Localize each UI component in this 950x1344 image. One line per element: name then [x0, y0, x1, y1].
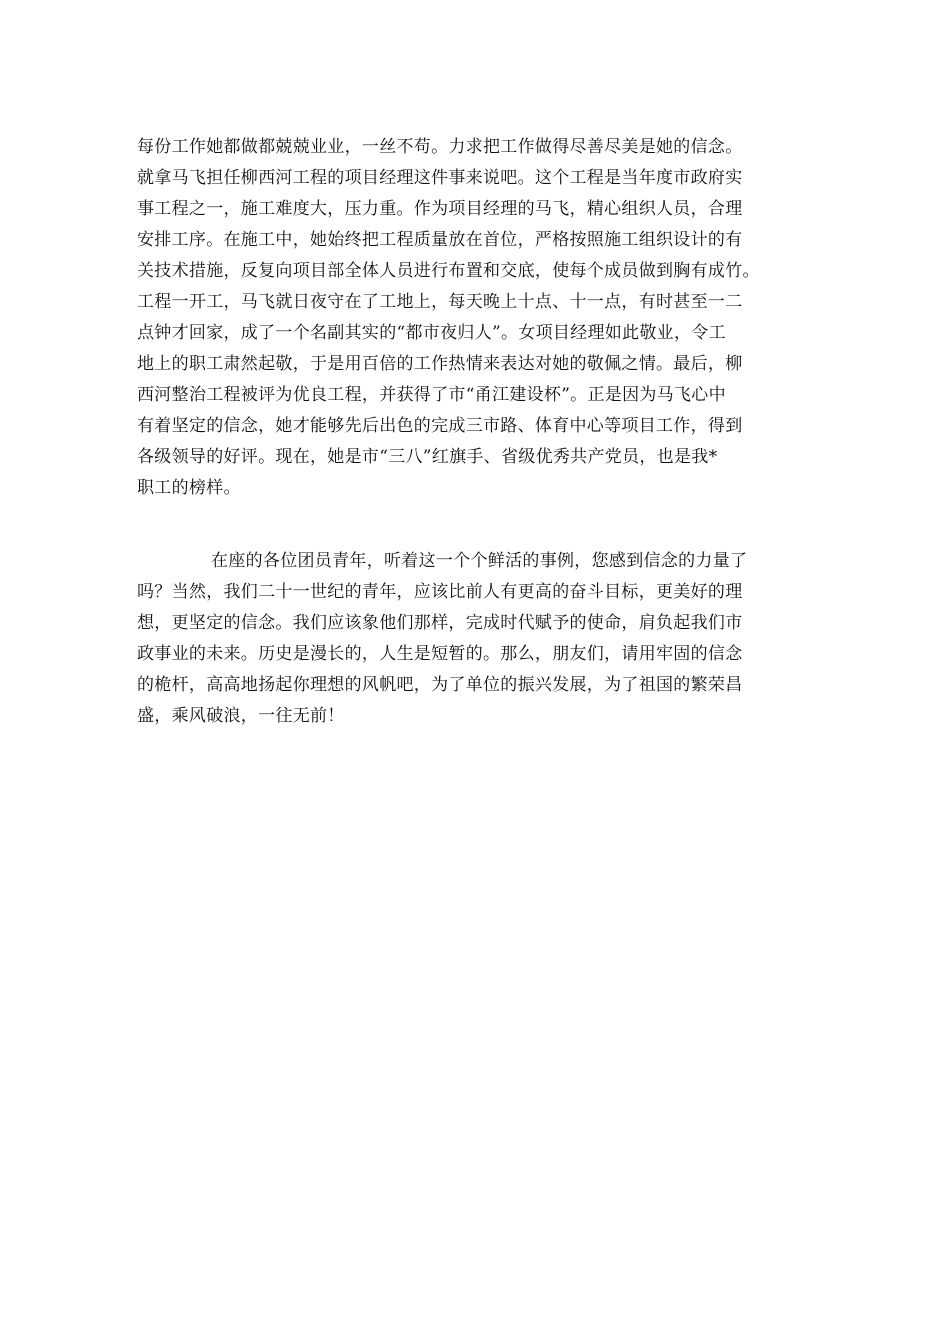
paragraph-1 — [137, 132, 817, 504]
paragraph-line: 有着坚定的信念，她才能够先后出色的完成三市路、体育中心等项目工作，得到 — [137, 416, 743, 436]
paragraph-line: 点钟才回家，成了一个名副其实的“都市夜归人”。女项目经理如此敬业，令工 — [137, 323, 726, 343]
paragraph-line: 吗？当然，我们二十一世纪的青年，应该比前人有更高的奋斗目标，更美好的理 — [137, 582, 743, 602]
paragraph-line: 盛，乘风破浪，一往无前！ — [137, 706, 345, 726]
paragraph-line: 安排工序。在施工中，她始终把工程质量放在首位，严格按照施工组织设计的有 — [137, 230, 743, 250]
paragraph-line: 每份工作她都做都兢兢业业，一丝不苟。力求把工作做得尽善尽美是她的信念。 — [137, 137, 743, 157]
paragraph-2 — [137, 546, 817, 732]
paragraph-line: 西河整治工程被评为优良工程，并获得了市“甬江建设杯”。正是因为马飞心中 — [137, 385, 726, 405]
paragraph-line: 地上的职工肃然起敬，于是用百倍的工作热情来表达对她的敬佩之情。最后，柳 — [137, 354, 743, 374]
paragraph-line: 关技术措施，反复向项目部全体人员进行布置和交底，使每个成员做到胸有成竹。 — [137, 261, 760, 281]
paragraph-line: 事工程之一，施工难度大，压力重。作为项目经理的马飞，精心组织人员，合理 — [137, 199, 743, 219]
paragraph-line: 政事业的未来。历史是漫长的，人生是短暂的。那么，朋友们，请用牢固的信念 — [137, 644, 743, 664]
paragraph-line: 就拿马飞担任柳西河工程的项目经理这件事来说吧。这个工程是当年度市政府实 — [137, 168, 743, 188]
paragraph-line-indented: 在座的各位团员青年，听着这一个个鲜活的事例，您感到信念的力量了 — [211, 551, 748, 571]
paragraph-line: 的桅杆，高高地扬起你理想的风帆吧，为了单位的振兴发展，为了祖国的繁荣昌 — [137, 675, 743, 695]
paragraph-line: 职工的榜样。 — [137, 478, 241, 498]
paragraph-line: 各级领导的好评。现在，她是市“三八”红旗手、省级优秀共产党员，也是我* — [137, 447, 718, 467]
paragraph-line: 想，更坚定的信念。我们应该象他们那样，完成时代赋予的使命，肩负起我们市 — [137, 613, 743, 633]
paragraph-line: 工程一开工，马飞就日夜守在了工地上，每天晚上十点、十一点，有时甚至一二 — [137, 292, 743, 312]
